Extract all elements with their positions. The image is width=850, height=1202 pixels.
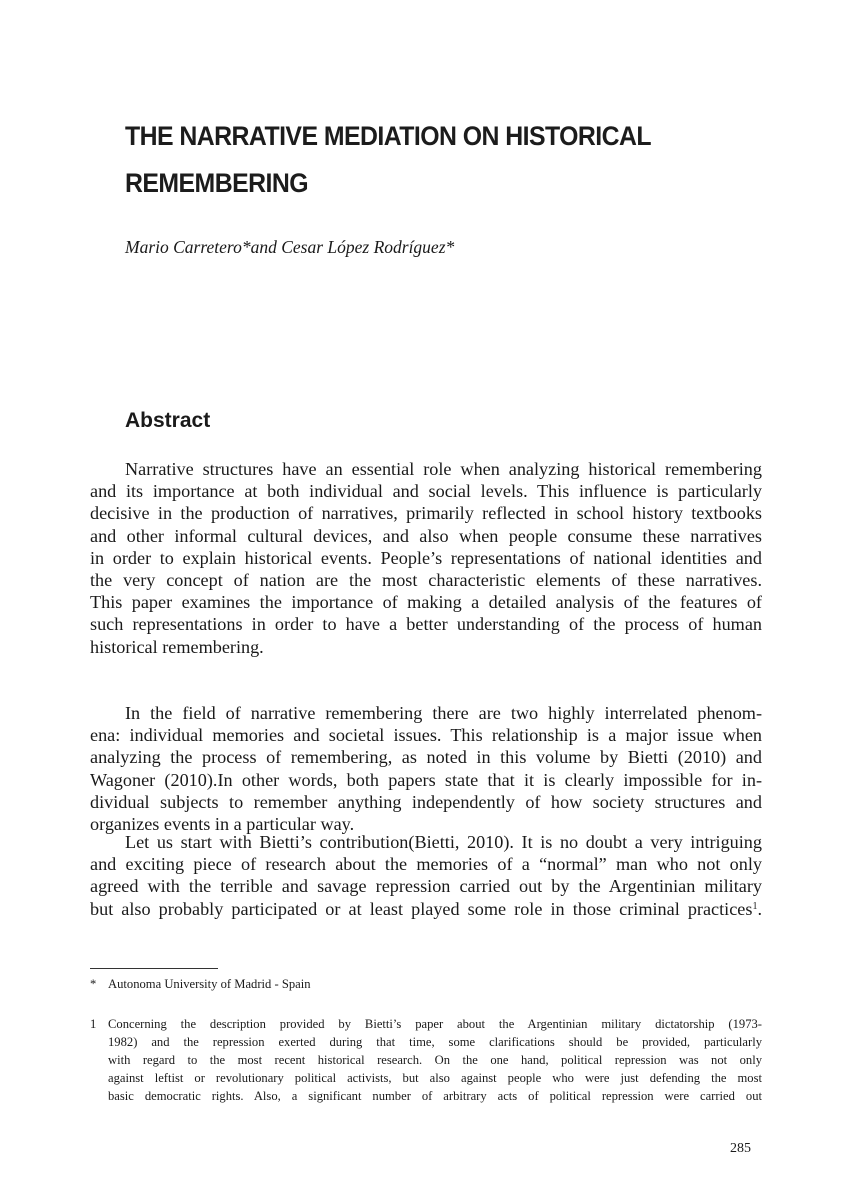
footnote-line: 1982) and the repression exerted during that time, some clarifications should be provided, particularly (108, 1035, 762, 1049)
text-line-content: but also probably participated or at least played some role in those criminal practices (90, 898, 753, 919)
text-line: agreed with the terrible and savage repression carried out by the Argentinian military (90, 876, 762, 897)
text-line: This paper examines the importance of making a detailed analysis of the features of (90, 592, 762, 613)
footnote-ref[interactable]: 1 (752, 900, 758, 912)
text-line: organizes events in a particular way. (90, 814, 355, 835)
title-line: REMEMBERING (125, 168, 308, 198)
text-line (90, 898, 762, 920)
abstract-paragraph (90, 458, 762, 658)
footnote-divider (90, 968, 218, 969)
text-line: Wagoner (2010).In other words, both papers state that it is clearly impossible for in- (90, 769, 762, 790)
text-line: decisive in the production of narratives, primarily reflected in school history textbooks (90, 503, 762, 524)
text-line: and other informal cultural devices, and also when people consume these narratives (90, 525, 762, 546)
text-line: In the field of narrative remembering there are two highly interrelated phenom- (125, 703, 762, 723)
text-line: Let us start with Bietti’s contribution(Bietti, 2010). It is no doubt a very intriguing (125, 832, 762, 852)
text-line: ena: individual memories and societal issues. This relationship is a major issue when (90, 725, 762, 746)
text-line: in order to explain historical events. People’s representations of national identities and (90, 547, 762, 568)
body-paragraph-2 (90, 831, 762, 920)
authors: Mario Carretero*and Cesar López Rodríguez* (125, 237, 455, 257)
title-line: THE NARRATIVE MEDIATION ON HISTORICAL (125, 121, 652, 151)
paper-title (125, 113, 732, 207)
footnote-line: against leftist or revolutionary political activists, but also against people who were just defending the most (108, 1071, 762, 1085)
footnote-1 (90, 1015, 762, 1105)
abstract-heading: Abstract (125, 409, 211, 432)
footnote-line: Concerning the description provided by Bietti’s paper about the Argentinian military dictatorship (1973- (108, 1017, 762, 1031)
text-line: and its importance at both individual and social levels. This influence is particularly (90, 481, 762, 502)
body-paragraph-1 (90, 702, 762, 835)
footnote-line: basic democratic rights. Also, a significant number of arbitrary acts of political repression were carried out (108, 1089, 762, 1103)
sentence-end: . (757, 898, 762, 919)
page-number: 285 (730, 1141, 751, 1156)
footnote-text: Autonoma University of Madrid - Spain (108, 977, 311, 991)
footnote-text (108, 1015, 762, 1105)
text-line: Narrative structures have an essential role when analyzing historical remembering (125, 459, 762, 479)
text-line: such representations in order to have a better understanding of the process of human (90, 614, 762, 635)
footnote-line: with regard to the most recent historical research. On the one hand, political repression was not only (108, 1053, 762, 1067)
text-line: and exciting piece of research about the memories of a “normal” man who not only (90, 854, 762, 875)
footnote-marker: 1 (90, 1017, 97, 1031)
text-line: historical remembering. (90, 636, 264, 657)
text-line: analyzing the process of remembering, as noted in this volume by Bietti (2010) and (90, 747, 762, 768)
text-line: dividual subjects to remember anything independently of how society structures and (90, 791, 762, 812)
footnote-marker: * (90, 977, 97, 991)
text-line: the very concept of nation are the most characteristic elements of these narratives. (90, 570, 762, 591)
footnote-affiliation (90, 975, 762, 993)
